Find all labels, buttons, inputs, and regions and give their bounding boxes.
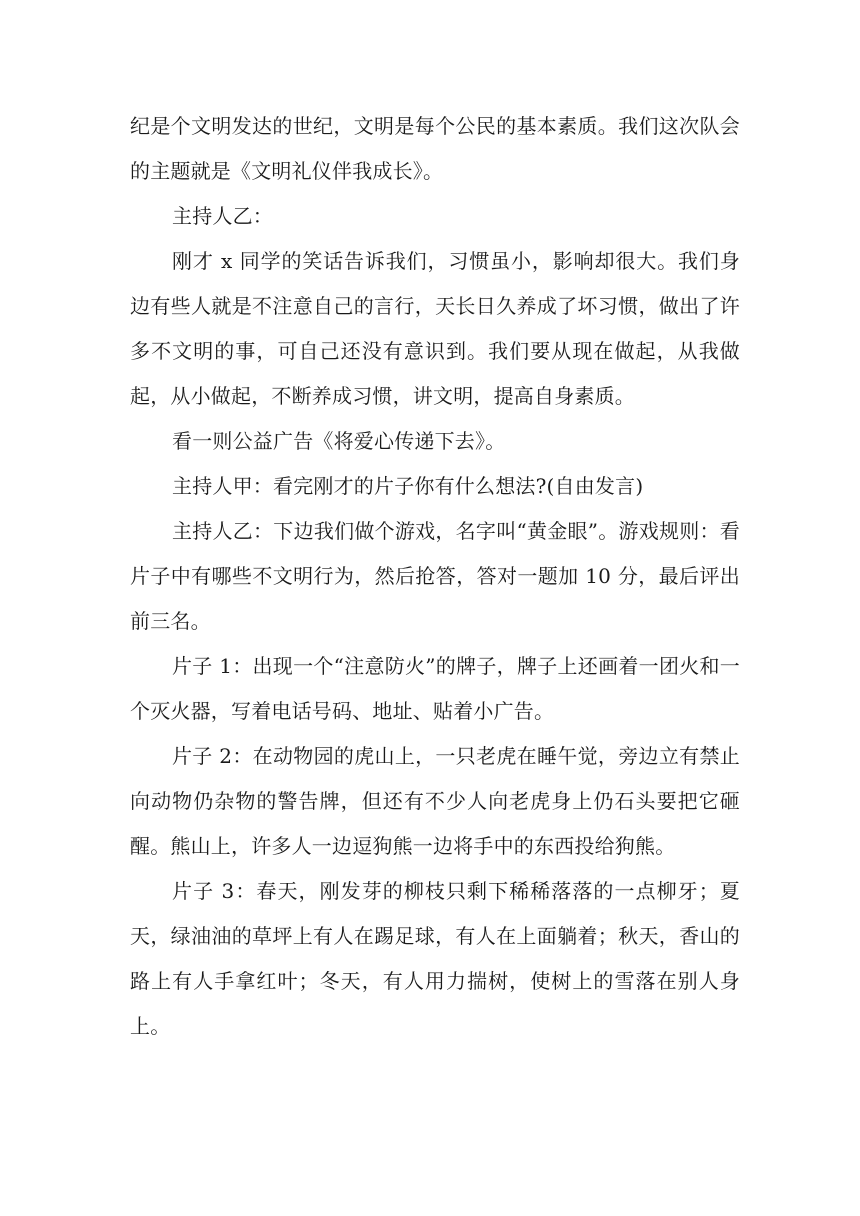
paragraph-clip-2: 片子 2：在动物园的虎山上，一只老虎在睡午觉，旁边立有禁止向动物仍杂物的警告牌，但还有不少人向老虎身上仍石头要把它砸醒。熊山上，许多人一边逗狗熊一边将手中的东西投给狗熊。 [130, 744, 740, 858]
paragraph-clip-1: 片子 1：出现一个“注意防火”的牌子，牌子上还画着一团火和一个灭火器，写着电话号码、地址、贴着小广告。 [130, 654, 740, 723]
paragraph-habits: 刚才 x 同学的笑话告诉我们，习惯虽小，影响却很大。我们身边有些人就是不注意自己的言行，天长日久养成了坏习惯，做出了许多不文明的事，可自己还没有意识到。我们要从现在做起，从我做起，从小做起，不断养成习惯，讲文明，提高自身素质。 [130, 249, 740, 408]
document-body [130, 104, 740, 1049]
paragraph-host-b-label: 主持人乙： [172, 204, 273, 228]
paragraph-clip-3: 片子 3：春天，刚发芽的柳枝只剩下稀稀落落的一点柳牙；夏天，绿油油的草坪上有人在踢足球，有人在上面躺着；秋天，香山的路上有人手拿红叶；冬天，有人用力揣树，使树上的雪落在别人身上。 [130, 879, 740, 1038]
paragraph-public-ad: 看一则公益广告《将爱心传递下去》。 [172, 429, 506, 453]
paragraph-host-a-question: 主持人甲：看完刚才的片子你有什么想法?(自由发言) [172, 474, 644, 498]
paragraph-intro-continuation: 纪是个文明发达的世纪，文明是每个公民的基本素质。我们这次队会的主题就是《文明礼仪伴我成长》。 [130, 114, 740, 183]
paragraph-game-rules: 主持人乙：下边我们做个游戏，名字叫“黄金眼”。游戏规则：看片子中有哪些不文明行为，然后抢答，答对一题加 10 分，最后评出前三名。 [130, 519, 740, 633]
